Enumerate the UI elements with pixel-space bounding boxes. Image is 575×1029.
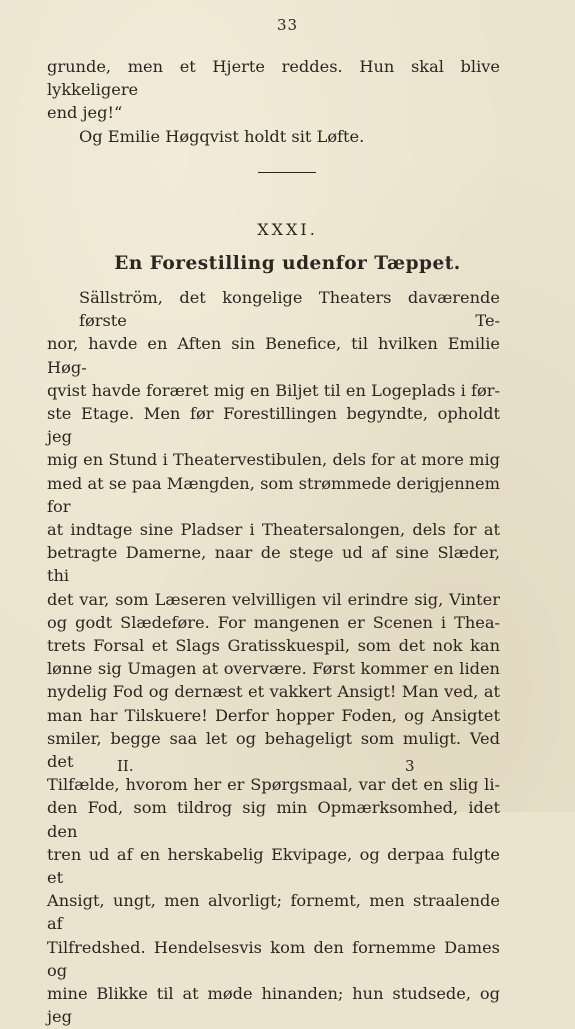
text-line: end jeg!“ <box>47 103 123 123</box>
text-line: betragte Damerne, naar de stege ud af sine Slæder, thi <box>47 543 500 586</box>
text-line: Tilfredshed. Hendelsesvis kom den fornemme Dames og <box>47 937 500 980</box>
text-line: Sällström, det kongelige Theaters daværende første Te- <box>79 288 500 331</box>
page-footer <box>0 757 575 777</box>
text-line: at indtage sine Pladser i Theatersalongen, dels for at <box>47 520 500 540</box>
text-line: smiler, begge saa let og behageligt som muligt. Ved det <box>47 728 500 772</box>
chapter-title: En Forestilling udenfor Tæppet. <box>114 253 461 274</box>
text-line: den Fod, som tildrog sig min Opmærksomhed, idet den <box>47 798 500 841</box>
page-number: 33 <box>276 16 299 34</box>
text-line: trets Forsal et Slags Gratisskuespil, som det nok kan <box>47 636 500 656</box>
text-line: og godt Slædeføre. For mangenen er Scenen i Thea- <box>47 612 500 632</box>
section-divider <box>258 172 316 173</box>
text-line: man har Tilskuere! Derfor hopper Foden, og Ansigtet <box>47 705 500 725</box>
chapter-end-text <box>47 55 500 148</box>
text-line: Tilfælde, hvorom her er Spørgsmaal, var det en slig li- <box>47 775 500 795</box>
text-line: ste Etage. Men før Forestillingen begyndte, opholdt jeg <box>47 404 500 447</box>
text-line: mine Blikke til at møde hinanden; hun studsede, og jeg <box>47 984 500 1027</box>
text-line: Og Emilie Høgqvist holdt sit Løfte. <box>79 126 365 146</box>
text-line: nydelig Fod og dernæst et vakkert Ansigt! Man ved, at <box>47 682 500 702</box>
text-line: lønne sig Umagen at overvære. Først kommer en liden <box>47 659 500 679</box>
text-line: grunde, men et Hjerte reddes. Hun skal blive lykkeligere <box>47 57 500 100</box>
text-line: det var, som Læseren velvilligen vil erindre sig, Vinter <box>47 589 500 609</box>
text-line: nor, havde en Aften sin Benefice, til hvilken Emilie Høg- <box>47 334 500 377</box>
sheet-number: 3 <box>405 757 415 775</box>
text-line: qvist havde foræret mig en Biljet til en Logeplads i før- <box>47 380 500 400</box>
text-line: med at se paa Mængden, som strømmede derigjennem for <box>47 473 500 516</box>
text-line: mig en Stund i Theatervestibulen, dels for at more mig <box>47 450 500 470</box>
chapter-number: XXXI. <box>257 220 318 239</box>
text-line: tren ud af en herskabelig Ekvipage, og derpaa fulgte et <box>47 844 500 888</box>
text-line: Ansigt, ungt, men alvorligt; fornemt, men straalende af <box>47 891 500 934</box>
signature-mark: II. <box>117 757 134 775</box>
chapter-body <box>47 286 500 1029</box>
